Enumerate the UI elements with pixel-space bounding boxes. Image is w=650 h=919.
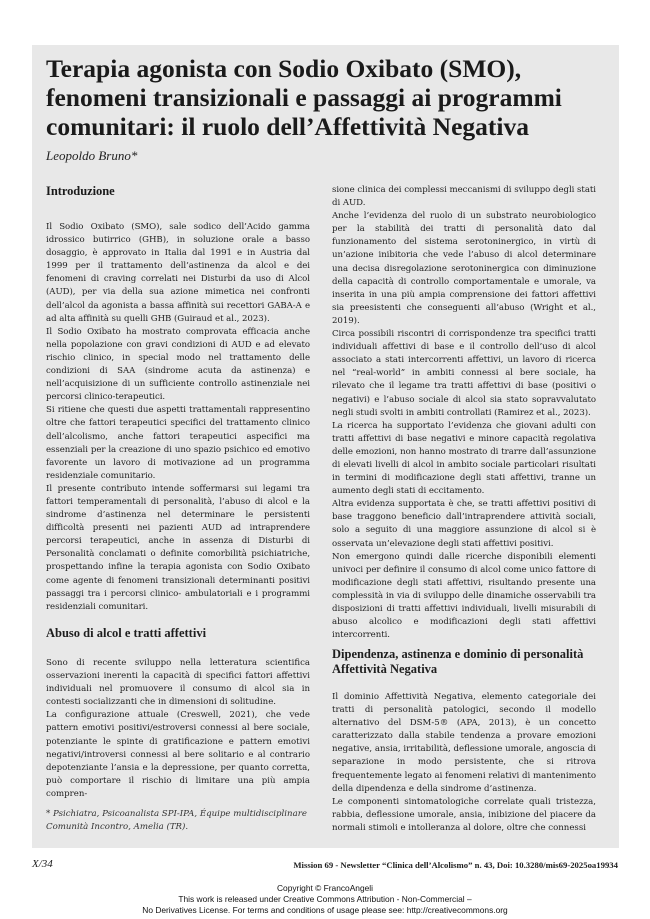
article-title: Terapia agonista con Sodio Oxibato (SMO), fenomeni transizionali e passaggi ai programmi comunitari: il ruolo dell’Affettività Negativa (46, 54, 562, 141)
paragraph: La configurazione attuale (Creswell, 2021), che vede pattern emotivi positivi/estroversi connessi al bere sociale, potenziante le spinte di gratificazione e pattern emotivi negativi/introversi connessi al bere solitario e al contrario depotenziante l’ansia e la depressione, per quanto corretta, può comportare il rischio di limitare una più ampia compren- (46, 710, 310, 799)
page-number: X/34 (32, 858, 53, 870)
section-heading-dipendenza: Dipendenza, astinenza e dominio di personalità Affettività Negativa (332, 647, 584, 676)
left-column (46, 184, 310, 614)
section-heading-abuso: Abuso di alcol e tratti affettivi (46, 626, 207, 640)
paragraph: Circa possibili riscontri di corrispondenze tra specifici tratti individuali affettivi di base e il controllo dell’uso di alcol associato a stati intercorrenti affettivi, un lavoro di ricerca nel “real-world” in ambiti connessi al bere sociale, ha rilevato che il legame tra tratti affettivi di base (positivi o negativi) e l’abuso sociale di alcol sia stato sopravvalutato negli studi svolti in ambiti controllati (Ramirez et al., 2023). (332, 329, 596, 418)
paragraph: Il Sodio Oxibato ha mostrato comprovata efficacia anche nella popolazione con gravi condizioni di AUD e ad elevato rischio clinico, in special modo nel trattamento delle condizioni di SAA (sindrome acuta da astinenza) e nell’acquisizione di un sufficiente controllo astinenziale nei percorsi clinico-terapeutici. (46, 326, 310, 403)
dipendenza-section-body (332, 691, 596, 835)
paragraph: Non emergono quindi dalle ricerche disponibili elementi univoci per definire il consumo di alcol come unico fattore di modificazione degli stati affettivi, risultando presente una complessità in via di sviluppo delle dinamiche osservabili tra disposizioni di tratti affettivi individuali, livelli misurabili di abuso alcolico e modificazioni degli stati affettivi intercorrenti. (332, 551, 596, 641)
right-column (332, 184, 596, 642)
paragraph: Si ritiene che questi due aspetti trattamentali rappresentino oltre che fattori terapeutici specifici del trattamento clinico dell’alcolismo, anche fattori terapeutici aspecifici ma essenziali per la creazione di uno spazio psichico ed emotivo favorente un lavoro di motivazione ad un programma residenziale comunitario. (46, 405, 310, 481)
section-heading-introduzione: Introduzione (46, 184, 115, 198)
license-line: This work is released under Creative Commons Attribution - Non-Commercial – (178, 894, 472, 904)
paragraph: sione clinica dei complessi meccanismi di sviluppo degli stati di AUD. (332, 185, 596, 209)
paragraph: Anche l’evidenza del ruolo di un substrato neurobiologico per la stabilità dei tratti di personalità dato dal funzionamento del sistema serotoninergico, in virtù di un’azione inibitoria che vede l’abuso di alcol determinare una decisa disregolazione serotoninergica con diminuzione della capacità di controllo comportamentale e umorale, va inserita in una più ampia comprensione dei fattori affettivi sia preesistenti che conseguenti all’abuso (Wright et al., 2019). (332, 211, 596, 326)
paragraph: Altra evidenza supportata è che, se tratti affettivi positivi di base traggono beneficio dall’intraprendere attività sociali, solo a seguito di una maggiore assunzione di alcol si è osservata un’elevazione degli stati affettivi positivi. (332, 499, 596, 549)
author-footnote: * Psichiatra, Psicoanalista SPI-IPA, Équipe multidisciplinare Comunità Incontro, Amelia (TR). (46, 809, 307, 832)
paragraph: La ricerca ha supportato l’evidenza che giovani adulti con tratti affettivi di base negativi e minore capacità regolativa delle emozioni, non hanno mostrato di trarre dall’assunzione di elevati livelli di alcol in ambito sociale particolari risultati in termini di modificazione degli stati affettivi, tranne un aumento degli stati di eccitamento. (332, 420, 596, 497)
paragraph: Le componenti sintomatologiche correlate quali tristezza, rabbia, deflessione umorale, ansia, inibizione del piacere da normali stimoli e intolleranza al dolore, oltre che connessi (332, 796, 596, 833)
paragraph: Sono di recente sviluppo nella letteratura scientifica osservazioni inerenti la capacità di specifici fattori affettivi individuali nel promuovere il consumo di alcol sia in contesti socializzanti che in dimensioni di solitudine. (46, 658, 310, 708)
paragraph: Il dominio Affettività Negativa, elemento categoriale dei tratti di personalità patologici, secondo il modello alternativo del DSM-5® (APA, 2013), è un concetto caratterizzato dalla stabile tendenza a provare emozioni negative, ansia, irritabilità, deflessione umorale, angoscia di separazione in modo persistente, che si ritrova frequentemente legato ai fenomeni relativi di mantenimento della dipendenza e della sindrome d’astinenza. (332, 692, 596, 794)
paragraph: Il Sodio Oxibato (SMO), sale sodico dell’Acido gamma idrossico butirrico (GHB), in soluzione orale a basso dosaggio, è approvato in Italia dal 1991 e in Austria dal 1999 per il trattamento dell’astinenza da alcol e dei fenomeni di craving correlati nei Disturbi da uso di Alcol (AUD), per via della sua azione mimetica nei confronti dell’alcol da agonista a bassa affinità sui recettori GABA-A e ad alta affinità su quelli GHB (Guiraud et al., 2023). (46, 222, 310, 324)
journal-citation: Mission 69 - Newsletter “Clinica dell’Alcolismo” n. 43, Doi: 10.3280/mis69-2025oa19934 (293, 860, 618, 870)
paragraph: Il presente contributo intende soffermarsi sui legami tra fattori temperamentali di personalità, l’abuso di alcol e la sindrome d’astinenza nel determinare le persistenti difficoltà presenti nei pazienti AUD ad intraprendere percorsi terapeutici, anche in assenza di Disturbi di Personalità conclamati o definite comorbilità psichiatriche, prospettando infine la terapia agonista con Sodio Oxibato come agente di fenomeni transizionali determinanti positivi passaggi tra i percorsi clinico- ambulatoriali e i programmi residenziali comunitari. (46, 483, 310, 612)
abuse-section-body (46, 657, 310, 801)
author-name: Leopoldo Bruno* (46, 148, 138, 163)
license-link-line: No Derivatives License. For terms and conditions of usage please see: http://creativecommons.org (142, 905, 508, 915)
copyright-line: Copyright © FrancoAngeli (276, 883, 373, 893)
